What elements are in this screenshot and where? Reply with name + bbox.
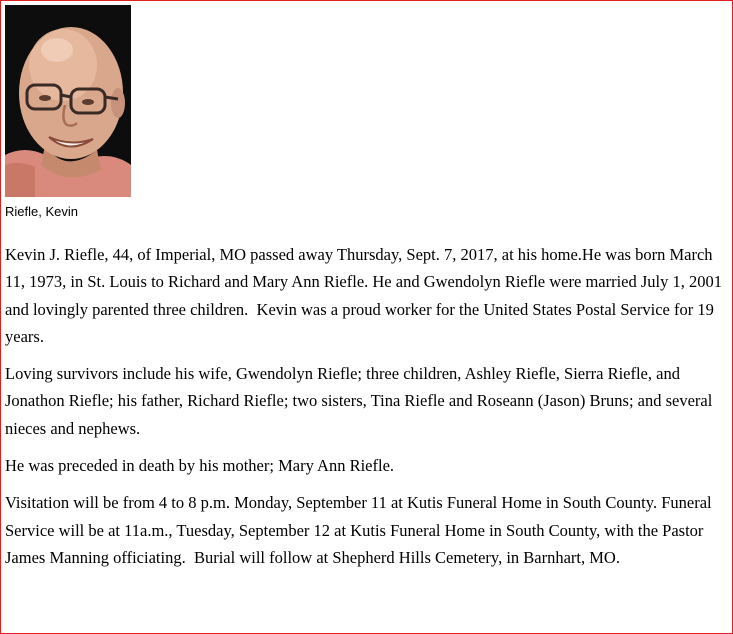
obituary-paragraph: He was preceded in death by his mother; Mary Ann Riefle.	[5, 456, 395, 476]
obituary-paragraph: Visitation will be from 4 to 8 p.m. Monday, September 11 at Kutis Funeral Home in South County. Funeral Service will be at 11a.m., Tuesday, September 12 at Kutis Funeral Home in South County, with the Pastor James Manning officiating. Burial will follow at Shepherd Hills Cemetery, in Barnhart, MO.	[5, 493, 716, 567]
portrait-illustration	[5, 5, 131, 197]
obituary-body	[5, 241, 727, 581]
portrait-photo	[5, 5, 131, 197]
obituary-paragraph: Loving survivors include his wife, Gwendolyn Riefle; three children, Ashley Riefle, Sierra Riefle, and Jonathon Riefle; his father, Richard Riefle; two sisters, Tina Riefle and Roseann (Jason) Bruns; and several nieces and nephews.	[5, 364, 717, 438]
obituary-paragraph: Kevin J. Riefle, 44, of Imperial, MO passed away Thursday, Sept. 7, 2017, at his home.He was born March 11, 1973, in St. Louis to Richard and Mary Ann Riefle. He and Gwendolyn Riefle were married July 1, 2001 and lovingly parented three children. Kevin was a proud worker for the United States Postal Service for 19 years.	[5, 245, 727, 346]
photo-caption: Riefle, Kevin	[5, 204, 78, 219]
